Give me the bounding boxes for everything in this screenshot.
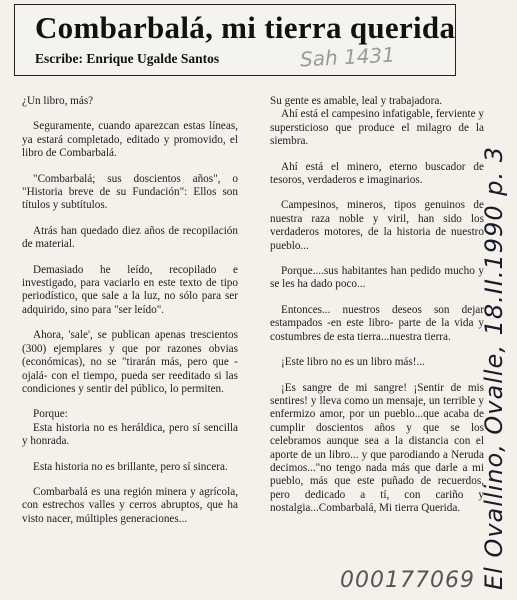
paragraph: Seguramente, cuando aparezcan estas líneas, ya estará completado, editado y promovido, el libro de Combarbalá. — [22, 120, 238, 160]
paragraph: Combarbalá es una región minera y agrícola, con estrechos valles y cerros abruptos, que ha visto nacer, múltiples generaciones... — [22, 485, 238, 525]
paragraph: ¡Es sangre de mi sangre! ¡Sentir de mis sentires! y lleva como un mensaje, un terrible y enfermizo amor, por un pueblo...que acaba de cumplir doscientos años y que se los celebramos aunque sea a la distancia con el aporte de un libro... y que parodiando a Neruda decimos..."no tengo nada más que darle a mi pueblo, más que este puñado de recuerdos, pero dedicado a tí, con cariño y nostalgia...Combarbalá, Mi tierra Querida. — [270, 381, 484, 515]
right-column — [270, 95, 484, 528]
paragraph: Ahí está el campesino infatigable, ferviente y supersticioso que produce el milagro de la siembra. — [270, 108, 484, 148]
article-byline: Escribe: Enrique Ugalde Santos — [35, 51, 220, 66]
paragraph: Esta historia no es heráldica, pero sí sencilla y honrada. — [22, 421, 238, 448]
handwritten-archive-code: 000177069 — [340, 568, 475, 593]
paragraph: Porque: — [33, 408, 68, 421]
paragraph: Porque....sus habitantes han pedido mucho y se les ha dado poco... — [270, 265, 484, 291]
paragraph: Esta historia no es brillante, pero sí sincera. — [33, 460, 228, 473]
paragraph: Demasiado he leído, recopilado e investigado, para vaciarlo en este texto de tipo periodístico, que sale a la luz, no sólo para ser adquirido, sino para "ser leído". — [22, 263, 238, 316]
paragraph: Su gente es amable, leal y trabajadora. — [270, 95, 443, 107]
paragraph: Ahora, 'sale', se publican apenas trescientos (300) ejemplares y que por razones obvias (económicas), no se "tirarán más, pero que -ojalá- con el tiempo, pueda ser reeditado si las condiciones y sentir del público, lo permiten. — [22, 329, 238, 395]
title-box — [14, 4, 456, 76]
paragraph: Entonces... nuestros deseos son dejar estampados -en este libro- parte de la vida y costumbres de esta tierra...nuestra tierra. — [270, 303, 484, 343]
paragraph: ¡Este libro no es un libro más!... — [281, 356, 425, 369]
handwritten-reference: Sah 1431 — [299, 42, 396, 72]
paragraph: "Combarbalá; sus doscientos años", o "Historia breve de su Fundación": Ellos son títulos y subtítulos. — [22, 172, 238, 212]
handwritten-source-note: El Ovallino, Ovalle, 18.II.1990 p. 3 — [480, 146, 508, 590]
paragraph: Campesinos, mineros, tipos genuinos de nuestra raza noble y viril, han sido los verdaderos motores, de la historia de nuestro pueblo... — [270, 199, 484, 252]
left-column — [22, 95, 238, 538]
paragraph: ¿Un libro, más? — [22, 95, 94, 107]
paragraph: Ahí está el minero, eterno buscador de tesoros, verdaderos e imaginarios. — [270, 160, 484, 187]
paragraph: Atrás han quedado diez años de recopilación de material. — [22, 224, 238, 251]
article-title: Combarbalá, mi tierra querida — [35, 10, 456, 45]
